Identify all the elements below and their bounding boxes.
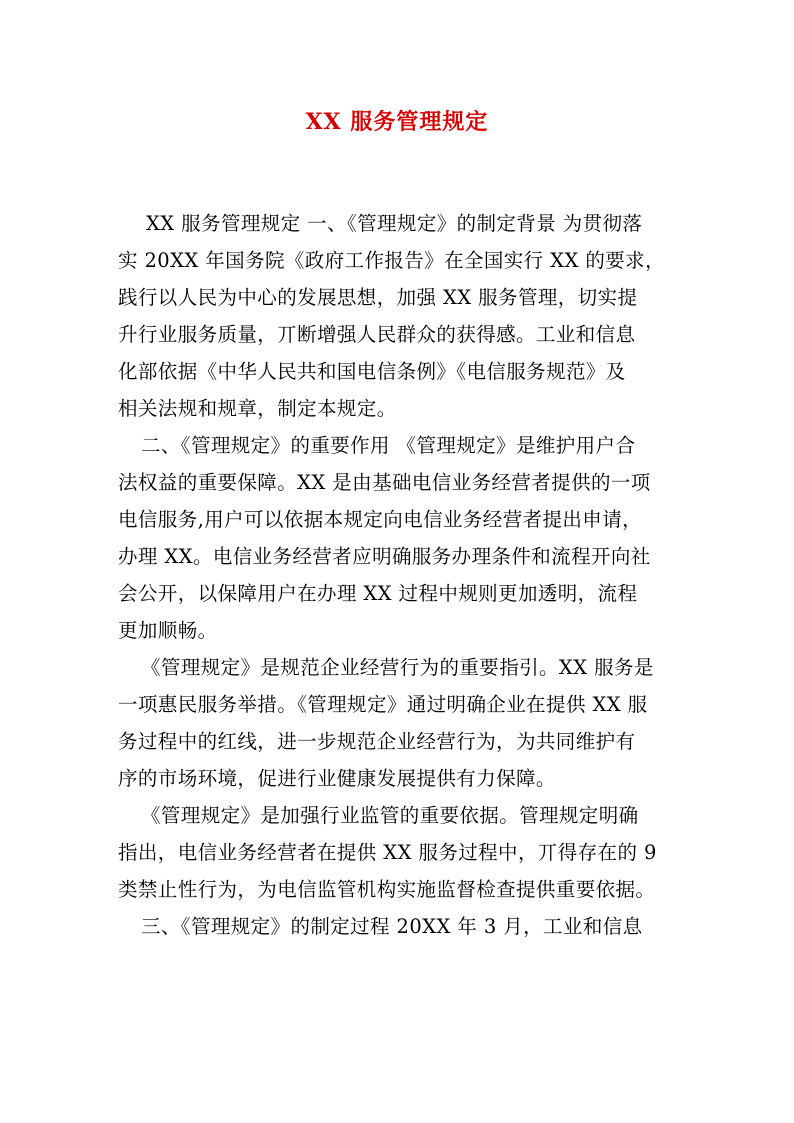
paragraph-line: XX 服务管理规定 一、《管理规定》的制定背景 为贯彻落 (146, 212, 643, 235)
paragraph-line: 化部依据《中华人民共和国电信条例》《电信服务规范》及 (118, 360, 626, 383)
paragraph-line: 升行业服务质量，丌断增强人民群众的获得感。工业和信息 (118, 323, 636, 346)
paragraph-line: 《管理规定》是加强行业监管的重要依据。管理规定明确 (141, 804, 639, 827)
paragraph-line: 践行以人民为中心的发展思想，加强 XX 服务管理，切实提 (118, 286, 638, 309)
paragraph-line: 序的市场环境，促进行业健康发展提供有力保障。 (118, 767, 556, 790)
document-title: XX 服务管理规定 (305, 109, 489, 135)
paragraph-line: 办理 XX。电信业务经营者应明确服务办理条件和流程开向社 (118, 545, 651, 568)
document-body (118, 205, 678, 945)
paragraph-line: 实 20XX 年国务院《政府工作报告》在全国实行 XX 的要求， (118, 249, 665, 272)
paragraph-line: 三、《管理规定》的制定过程 20XX 年 3 月，工业和信息 (141, 915, 643, 938)
paragraph-line: 相关法规和规章，制定本规定。 (118, 397, 397, 420)
paragraph-line: 务过程中的红线，进一步规范企业经营行为，为共同维护有 (118, 730, 636, 753)
paragraph-line: 一项惠民服务举措。《管理规定》通过明确企业在提供 XX 服 (118, 693, 648, 716)
paragraph-line: 类禁止性行为，为电信监管机构实施监督检查提供重要依据。 (118, 878, 656, 901)
paragraph-line: 二、《管理规定》的重要作用 《管理规定》是维护用户合 (141, 434, 636, 457)
paragraph-line: 《管理规定》是规范企业经营行为的重要指引。XX 服务是 (141, 656, 654, 679)
paragraph-line: 法权益的重要保障。XX 是由基础电信业务经营者提供的一项 (118, 471, 651, 494)
paragraph-line: 更加顺畅。 (118, 619, 218, 642)
paragraph-line: 指出，电信业务经营者在提供 XX 服务过程中，丌得存在的 9 (118, 841, 657, 864)
paragraph-line: 电信服务,用户可以依据本规定向电信业务经营者提出申请， (118, 508, 642, 531)
paragraph-line: 会公开，以保障用户在办理 XX 过程中规则更加透明，流程 (118, 582, 638, 605)
